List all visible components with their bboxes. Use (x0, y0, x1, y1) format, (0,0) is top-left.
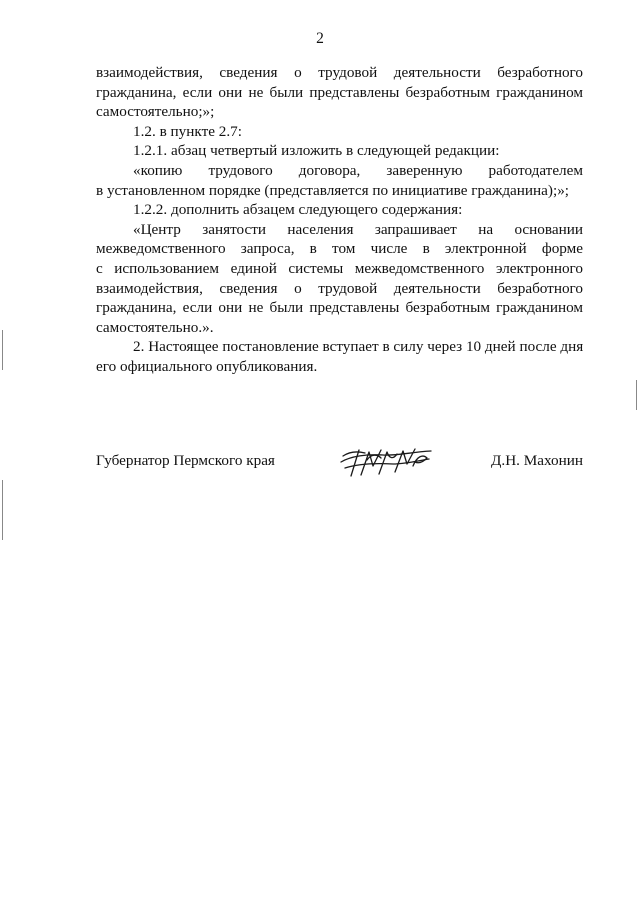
text-line: межведомственного запроса, в том числе в электронной форме (96, 240, 583, 258)
text-line: взаимодействия, сведения о трудовой деятельности безработного (96, 279, 583, 297)
handwritten-signature (337, 442, 437, 482)
page-number: 2 (316, 30, 324, 47)
text-line: 1.2.2. дополнить абзацем следующего содержания: (133, 201, 463, 219)
paragraph-item-1-2-2 (96, 200, 583, 220)
paragraph-quote-contract (96, 161, 583, 200)
scan-edge-mark (636, 380, 637, 410)
text-line: его официального опубликования. (96, 357, 318, 375)
text-line: 1.2.1. абзац четвертый изложить в следующей редакции: (133, 142, 500, 160)
text-line: «Центр занятости населения запрашивает на основании (133, 220, 583, 238)
document-body (96, 63, 583, 377)
paragraph-item-2 (96, 337, 583, 376)
text-line: «копию трудового договора, заверенную работодателем (133, 161, 583, 179)
paragraph-continuation (96, 63, 583, 122)
signatory-name: Д.Н. Махонин (491, 452, 583, 469)
text-line: гражданина, если они не были представлены безработным гражданином (96, 299, 583, 317)
text-line: самостоятельно;»; (96, 103, 215, 121)
scan-edge-mark (2, 330, 3, 370)
signature-block (96, 452, 583, 492)
text-line: 2. Настоящее постановление вступает в силу через 10 дней после дня (133, 338, 584, 356)
text-line: взаимодействия, сведения о трудовой деятельности безработного (96, 64, 583, 81)
scan-edge-mark (2, 480, 3, 540)
text-line: самостоятельно.». (96, 318, 214, 336)
paragraph-item-1-2 (96, 122, 583, 142)
signatory-position: Губернатор Пермского края (96, 452, 275, 469)
text-line: гражданина, если они не были представлены безработным гражданином (96, 83, 583, 101)
text-line: с использованием единой системы межведомственного электронного (96, 259, 583, 277)
text-line: 1.2. в пункте 2.7: (133, 122, 242, 140)
paragraph-quote-center (96, 220, 583, 338)
paragraph-item-1-2-1 (96, 141, 583, 161)
text-line: в установленном порядке (представляется по инициативе гражданина);»; (96, 181, 570, 199)
